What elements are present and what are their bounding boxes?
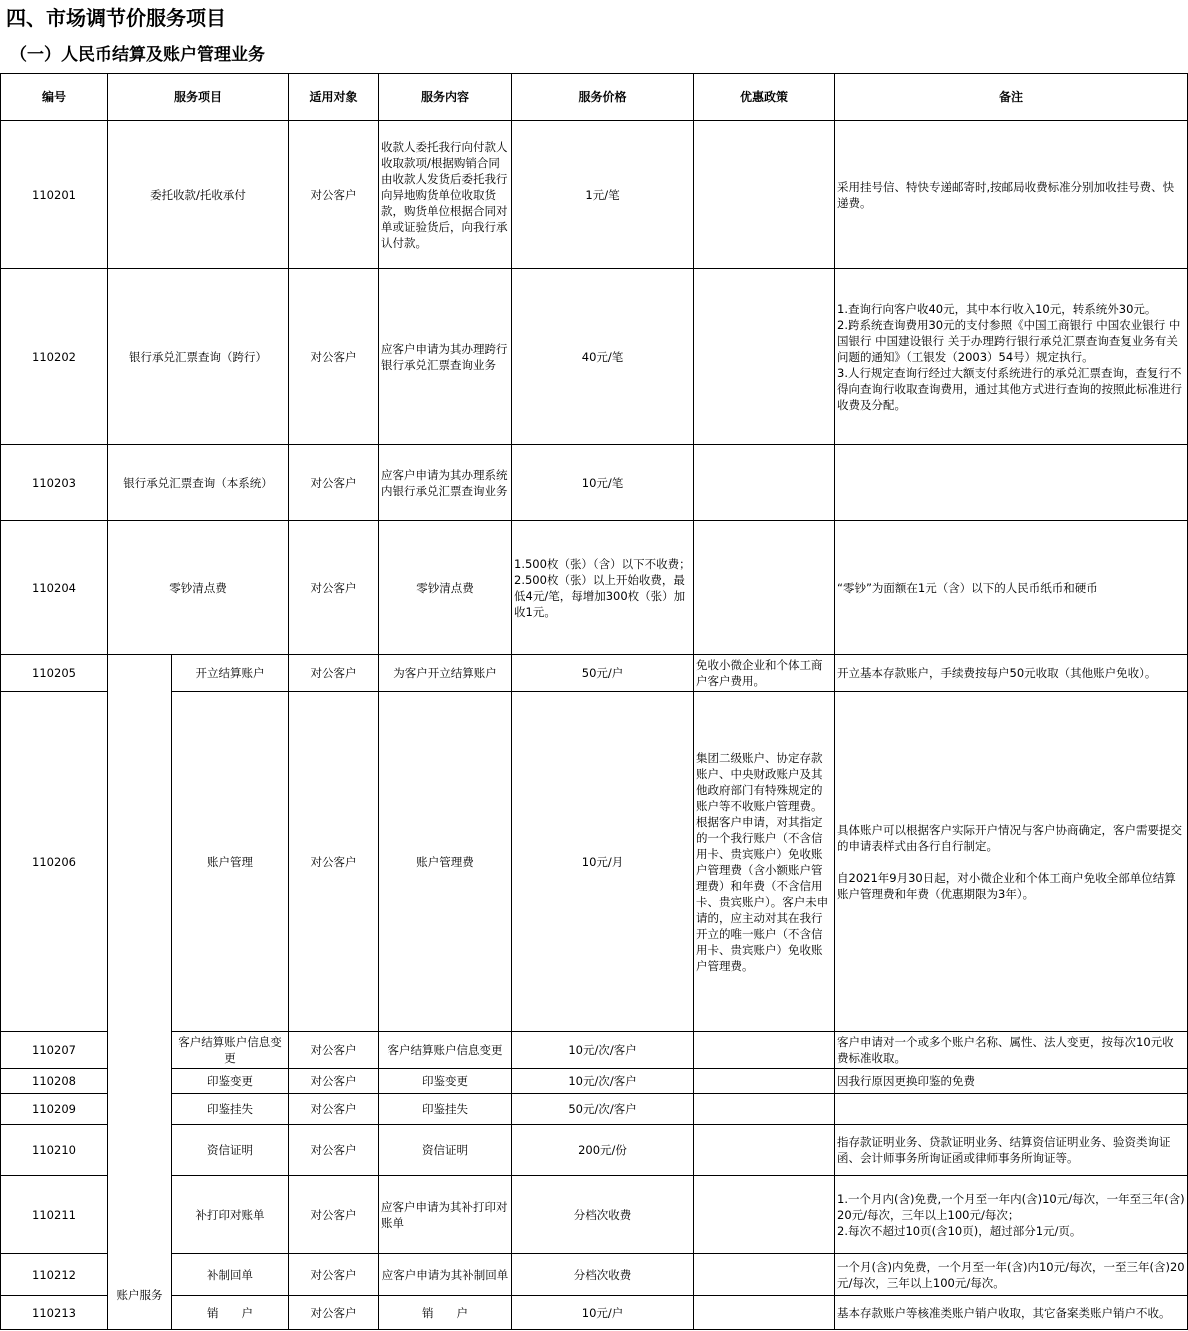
content-cell: 资信证明 (379, 1125, 512, 1176)
table-row (1, 1032, 1188, 1069)
note-cell: 具体账户可以根据客户实际开户情况与客户协商确定，客户需要提交的申请表样式由各行自行制定。 自2021年9月30日起，对小微企业和个体工商户免收全部单位结算账户管理费和年费（优惠期限为3年）。 (835, 692, 1188, 1032)
price-cell: 1.500枚（张）（含）以下不收费； 2.500枚（张）以上开始收费，最低4元/笔，每增加300枚（张）加收1元。 (512, 521, 694, 655)
content-cell: 账户管理费 (379, 692, 512, 1032)
price-cell: 200元/份 (512, 1125, 694, 1176)
code-cell: 110205 (1, 655, 108, 692)
table-row (1, 1176, 1188, 1254)
table-row (1, 269, 1188, 445)
note-cell: 指存款证明业务、贷款证明业务、结算资信证明业务、验资类询证函、会计师事务所询证函或律师事务所询证等。 (835, 1125, 1188, 1176)
code-cell: 110201 (1, 121, 108, 269)
note-cell: 基本存款账户等核准类账户销户收取，其它备案类账户销户不收。 (835, 1296, 1188, 1330)
table-row (1, 1296, 1188, 1330)
price-cell: 1元/笔 (512, 121, 694, 269)
price-cell: 40元/笔 (512, 269, 694, 445)
content-cell: 销 户 (379, 1296, 512, 1330)
price-cell: 分档次收费 (512, 1176, 694, 1254)
target-cell: 对公客户 (289, 445, 379, 521)
policy-cell (694, 1069, 835, 1094)
content-cell: 客户结算账户信息变更 (379, 1032, 512, 1069)
table-row (1, 1125, 1188, 1176)
code-cell: 110209 (1, 1094, 108, 1125)
target-cell: 对公客户 (289, 1094, 379, 1125)
price-cell: 10元/次/客户 (512, 1032, 694, 1069)
note-cell: 一个月(含)内免费，一个月至一年(含)内10元/每次，一至三年(含)20元/每次，三年以上100元/每次。 (835, 1254, 1188, 1296)
item-cell: 补制回单 (172, 1254, 289, 1296)
policy-cell (694, 1094, 835, 1125)
table-row (1, 1094, 1188, 1125)
policy-cell: 免收小微企业和个体工商户客户费用。 (694, 655, 835, 692)
policy-cell (694, 269, 835, 445)
table-row (1, 121, 1188, 269)
item-cell: 补打印对账单 (172, 1176, 289, 1254)
policy-cell (694, 1032, 835, 1069)
item-cell: 银行承兑汇票查询（跨行） (108, 269, 289, 445)
price-cell: 10元/户 (512, 1296, 694, 1330)
code-cell: 110213 (1, 1296, 108, 1330)
content-cell: 应客户申请为其办理系统内银行承兑汇票查询业务 (379, 445, 512, 521)
code-cell: 110206 (1, 692, 108, 1032)
table-row (1, 445, 1188, 521)
content-cell: 应客户申请为其办理跨行银行承兑汇票查询业务 (379, 269, 512, 445)
note-cell (835, 445, 1188, 521)
content-cell: 零钞清点费 (379, 521, 512, 655)
note-cell: 1.查询行向客户收40元，其中本行收入10元，转系统外30元。 2.跨系统查询费用30元的支付参照《中国工商银行 中国农业银行 中国银行 中国建设银行 关于办理跨行银行承兑汇票查询查复业务有关问题的通知》（工银发（2003）54号）规定执行。 3.人行规定查询行经过大额支付系统进行的承兑汇票查询，查复行不得向查询行收取查询费用，通过其他方式进行查询的按照此标准进行收费及分配。 (835, 269, 1188, 445)
header-row (1, 74, 1188, 121)
note-cell: 客户申请对一个或多个账户名称、属性、法人变更，按每次10元收费标准收取。 (835, 1032, 1188, 1069)
target-cell: 对公客户 (289, 121, 379, 269)
code-cell: 110207 (1, 1032, 108, 1069)
content-cell: 印鉴挂失 (379, 1094, 512, 1125)
header-cell: 适用对象 (289, 74, 379, 121)
price-cell: 50元/次/客户 (512, 1094, 694, 1125)
code-cell: 110212 (1, 1254, 108, 1296)
item-cell: 开立结算账户 (172, 655, 289, 692)
item-cell: 印鉴挂失 (172, 1094, 289, 1125)
policy-cell (694, 521, 835, 655)
header-cell: 备注 (835, 74, 1188, 121)
table-row (1, 692, 1188, 1032)
item-cell: 银行承兑汇票查询（本系统） (108, 445, 289, 521)
fee-table (0, 73, 1188, 1330)
target-cell: 对公客户 (289, 1296, 379, 1330)
target-cell: 对公客户 (289, 1125, 379, 1176)
policy-cell (694, 1296, 835, 1330)
note-cell: 因我行原因更换印鉴的免费 (835, 1069, 1188, 1094)
page-title: 四、市场调节价服务项目 (6, 6, 226, 30)
content-cell: 为客户开立结算账户 (379, 655, 512, 692)
policy-cell: 集团二级账户、协定存款账户、中央财政账户及其他政府部门有特殊规定的账户等不收账户管理费。 根据客户申请，对其指定的一个我行账户（不含信用卡、贵宾账户）免收账户管理费（含小额账户管理费）和年费（不含信用卡、贵宾账户）。客户未申请的，应主动对其在我行开立的唯一账户（不含信用卡、贵宾账户）免收账户管理费。 (694, 692, 835, 1032)
content-cell: 应客户申请为其补制回单 (379, 1254, 512, 1296)
table-row (1, 521, 1188, 655)
header-cell: 服务价格 (512, 74, 694, 121)
policy-cell (694, 1176, 835, 1254)
item-cell: 委托收款/托收承付 (108, 121, 289, 269)
item-cell: 账户管理 (172, 692, 289, 1032)
target-cell: 对公客户 (289, 692, 379, 1032)
content-cell: 应客户申请为其补打印对账单 (379, 1176, 512, 1254)
price-cell: 10元/笔 (512, 445, 694, 521)
section-subtitle: （一）人民币结算及账户管理业务 (10, 45, 265, 65)
table-row (1, 1254, 1188, 1296)
code-cell: 110202 (1, 269, 108, 445)
target-cell: 对公客户 (289, 1176, 379, 1254)
note-cell: 1.一个月内(含)免费,一个月至一年内(含)10元/每次，一年至三年(含)20元/每次，三年以上100元/每次； 2.每次不超过10页(含10页)，超过部分1元/页。 (835, 1176, 1188, 1254)
table-row (1, 655, 1188, 692)
target-cell: 对公客户 (289, 1069, 379, 1094)
policy-cell (694, 445, 835, 521)
note-cell (835, 1094, 1188, 1125)
price-cell: 50元/户 (512, 655, 694, 692)
price-cell: 分档次收费 (512, 1254, 694, 1296)
table-row (1, 1069, 1188, 1094)
code-cell: 110203 (1, 445, 108, 521)
header-cell: 服务内容 (379, 74, 512, 121)
content-cell: 收款人委托我行向付款人收取款项/根据购销合同由收款人发货后委托我行向异地购货单位收取货款，购货单位根据合同对单或证验货后，向我行承认付款。 (379, 121, 512, 269)
target-cell: 对公客户 (289, 1032, 379, 1069)
note-cell: 采用挂号信、特快专递邮寄时,按邮局收费标准分别加收挂号费、快递费。 (835, 121, 1188, 269)
header-cell: 服务项目 (108, 74, 289, 121)
note-cell: “零钞”为面额在1元（含）以下的人民币纸币和硬币 (835, 521, 1188, 655)
content-cell: 印鉴变更 (379, 1069, 512, 1094)
item-cell: 资信证明 (172, 1125, 289, 1176)
item-cell: 销 户 (172, 1296, 289, 1330)
item-cell: 印鉴变更 (172, 1069, 289, 1094)
header-cell: 编号 (1, 74, 108, 121)
item-cell: 客户结算账户信息变更 (172, 1032, 289, 1069)
target-cell: 对公客户 (289, 269, 379, 445)
code-cell: 110204 (1, 521, 108, 655)
item-cell: 零钞清点费 (108, 521, 289, 655)
price-cell: 10元/月 (512, 692, 694, 1032)
target-cell: 对公客户 (289, 655, 379, 692)
price-cell: 10元/次/客户 (512, 1069, 694, 1094)
header-cell: 优惠政策 (694, 74, 835, 121)
target-cell: 对公客户 (289, 521, 379, 655)
policy-cell (694, 121, 835, 269)
note-cell: 开立基本存款账户，手续费按每户50元收取（其他账户免收）。 (835, 655, 1188, 692)
code-cell: 110210 (1, 1125, 108, 1176)
code-cell: 110208 (1, 1069, 108, 1094)
target-cell: 对公客户 (289, 1254, 379, 1296)
code-cell: 110211 (1, 1176, 108, 1254)
policy-cell (694, 1125, 835, 1176)
group-cell-account-services: 账户服务 (108, 655, 172, 1330)
policy-cell (694, 1254, 835, 1296)
